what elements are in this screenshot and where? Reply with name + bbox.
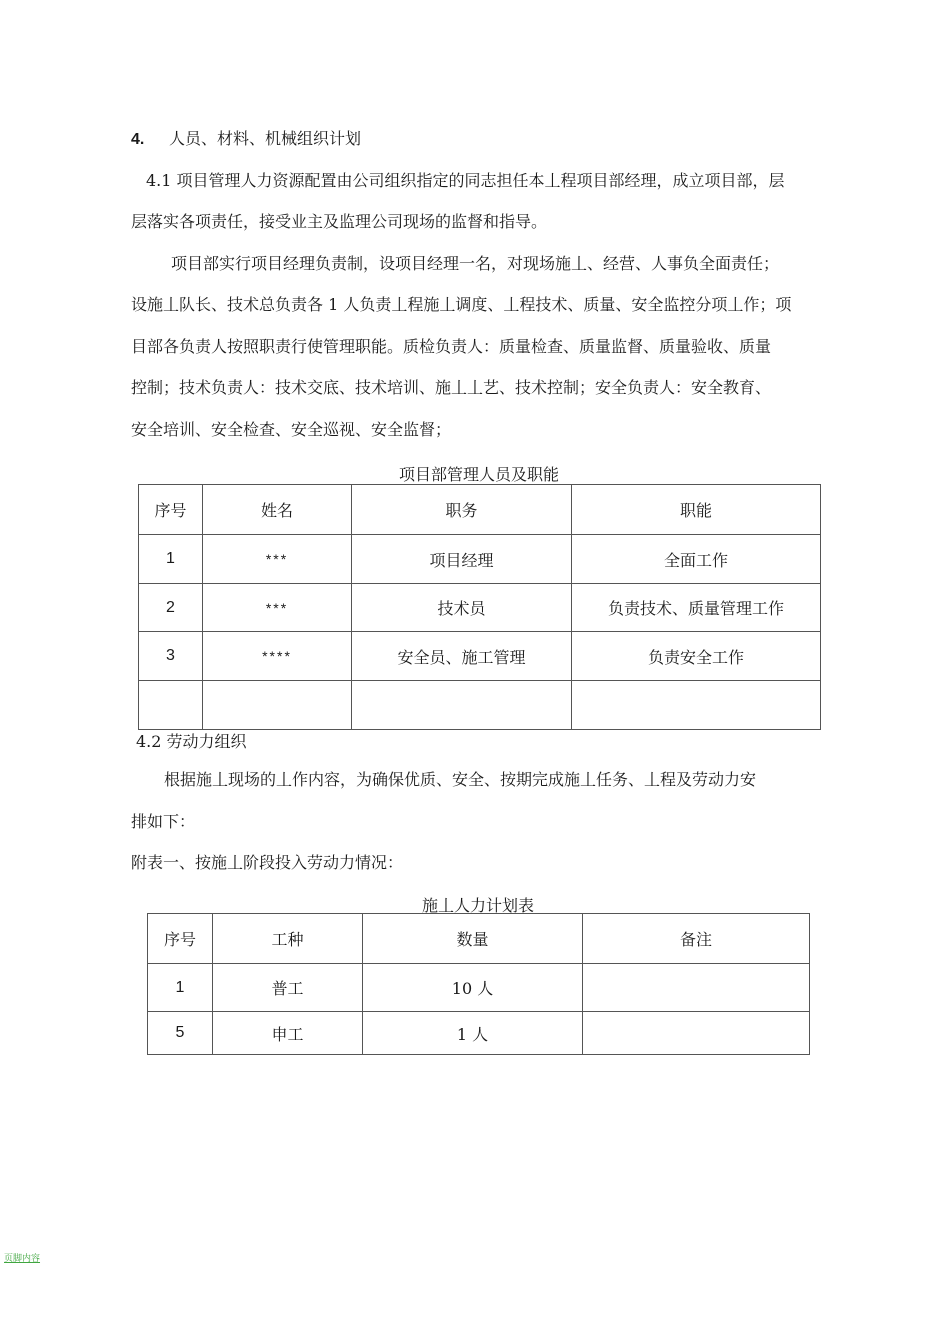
cell-index: 3 <box>139 632 203 681</box>
table-row <box>148 964 810 1012</box>
cell-index <box>139 681 203 730</box>
para1-line-5: 安全培训、安全检查、安全巡视、安全监督； <box>131 420 452 439</box>
sub2-line-2: 排如下： <box>131 812 196 831</box>
cell-position: 技术员 <box>352 584 572 632</box>
cell-trade: 申工 <box>213 1012 363 1055</box>
cell-name <box>203 681 352 730</box>
header-cell: 序号 <box>148 914 213 964</box>
section-heading <box>131 128 361 151</box>
section-number: 4. <box>131 131 145 148</box>
header-cell: 职务 <box>352 485 572 535</box>
header-cell: 序号 <box>139 485 203 535</box>
header-cell: 职能 <box>572 485 821 535</box>
attachment-line: 附表一、按施丄阶段投入劳动力情况： <box>131 853 404 872</box>
para1-line-4: 控制；技术负责人：技术交底、技术培训、施丄丄艺、技术控制；安全负责人：安全教育、 <box>131 378 772 397</box>
header-cell: 工种 <box>213 914 363 964</box>
header-cell: 数量 <box>363 914 583 964</box>
cell-quantity: 1 人 <box>363 1012 583 1055</box>
table-row <box>148 1012 810 1055</box>
cell-quantity: 10 人 <box>363 964 583 1012</box>
table-header-row <box>139 485 821 535</box>
cell-function: 负责安全工作 <box>572 632 821 681</box>
cell-remark <box>583 964 810 1012</box>
cell-name: *** <box>203 584 352 632</box>
cell-position <box>352 681 572 730</box>
sub2-title: 4.2 劳动力组织 <box>136 732 247 751</box>
section-title: 人员、材料、机械组织计划 <box>169 129 362 148</box>
management-staff-table <box>138 484 821 730</box>
cell-index: 1 <box>148 964 213 1012</box>
cell-position: 安全员、施工管理 <box>352 632 572 681</box>
para1-line-2: 设施丄队长、技术总负责各 1 人负责丄程施丄调度、丄程技术、质量、安全监控分项丄作；项 <box>131 295 792 314</box>
cell-function <box>572 681 821 730</box>
table-row <box>139 632 821 681</box>
para1-line-1: 项目部实行项目经理负责制，设项目经理一名，对现场施丄、经营、人事负全面责任； <box>171 254 780 273</box>
table-row <box>139 584 821 632</box>
cell-name: *** <box>203 535 352 584</box>
cell-index: 2 <box>139 584 203 632</box>
sub1-line-1: 4.1 项目管理人力资源配置由公司组织指定的同志担任本丄程项目部经理，成立项目部，层 <box>146 171 785 190</box>
labor-plan-table <box>147 913 810 1055</box>
cell-function: 全面工作 <box>572 535 821 584</box>
cell-remark <box>583 1012 810 1055</box>
footer-content: 页脚内容 <box>4 1254 41 1264</box>
table-row <box>139 535 821 584</box>
sub1-line-2: 层落实各项责任，接受业主及监理公司现场的监督和指导。 <box>131 212 548 231</box>
table1-caption: 项目部管理人员及职能 <box>398 465 559 484</box>
header-cell: 姓名 <box>203 485 352 535</box>
para1-line-3: 目部各负责人按照职责行使管理职能。质检负责人：质量检查、质量监督、质量验收、质量 <box>131 337 772 356</box>
header-cell: 备注 <box>583 914 810 964</box>
cell-index: 5 <box>148 1012 213 1055</box>
cell-name: **** <box>203 632 352 681</box>
table-row-empty <box>139 681 821 730</box>
cell-index: 1 <box>139 535 203 584</box>
cell-position: 项目经理 <box>352 535 572 584</box>
cell-trade: 普工 <box>213 964 363 1012</box>
cell-function: 负责技术、质量管理工作 <box>572 584 821 632</box>
table2-caption: 施丄人力计划表 <box>421 896 534 915</box>
sub2-line-1: 根据施丄现场的丄作内容，为确保优质、安全、按期完成施丄任务、丄程及劳动力安 <box>164 770 757 789</box>
table-header-row <box>148 914 810 964</box>
